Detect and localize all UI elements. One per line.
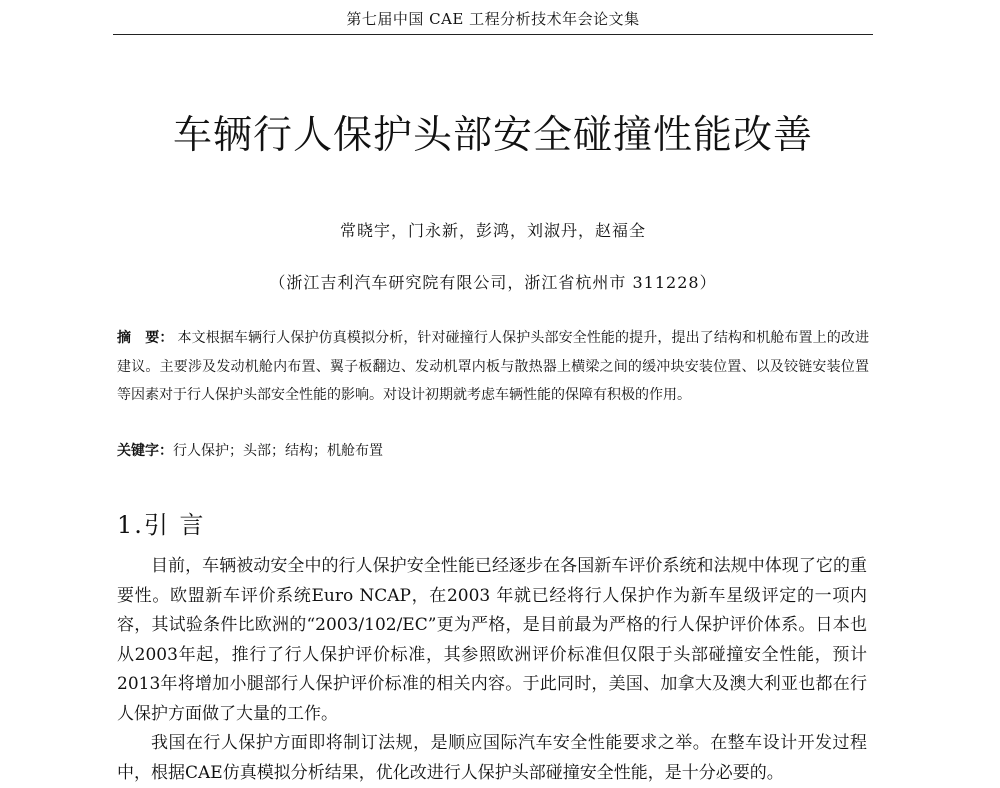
affiliation: （浙江吉利汽车研究院有限公司，浙江省杭州市 311228） (269, 273, 717, 292)
abstract (117, 324, 869, 410)
keywords-text: 行人保护；头部；结构；机舱布置 (173, 443, 383, 459)
abstract-text: 本文根据车辆行人保护仿真模拟分析，针对碰撞行人保护头部安全性能的提升，提出了结构和机舱布置上的改进建议。主要涉及发动机舱内布置、翼子板翻边、发动机罩内板与散热器上横梁之间的缓冲块安装位置、以及铰链安装位置等因素对于行人保护头部安全性能的影响。对设计初期就考虑车辆性能的保障有积极的作用。 (117, 330, 870, 403)
body-paragraph: 我国在行人保护方面即将制订法规，是顺应国际汽车安全性能要求之举。在整车设计开发过程中，根据CAE仿真模拟分析结果，优化改进行人保护头部碰撞安全性能，是十分必要的。 (117, 733, 867, 783)
paper-title: 车辆行人保护头部安全碰撞性能改善 (172, 113, 813, 158)
body-paragraph: 目前，车辆被动安全中的行人保护安全性能已经逐步在各国新车评价系统和法规中体现了它的重要性。欧盟新车评价系统Euro NCAP，在2003 年就已经将行人保护作为新车星级评定的一项内容，其试验条件比欧洲的“2003/102/EC”更为严格，是目前最为严格的行人保护评价体系。日本也从2003年起，推行了行人保护评价标准，其参照欧洲评价标准但仅限于头部碰撞安全性能，预计2013年将增加小腿部行人保护评价标准的相关内容。于此同时，美国、加拿大及澳大利亚也都在行人保护方面做了大量的工作。 (117, 556, 867, 724)
section-heading-introduction: 1.引 言 (117, 511, 206, 539)
author-list: 常晓宇，门永新，彭鸿，刘淑丹，赵福全 (339, 221, 646, 240)
abstract-label: 摘 要： (117, 330, 174, 346)
section-body (117, 552, 867, 788)
header-rule (113, 34, 873, 35)
keywords-label: 关键字： (117, 443, 173, 459)
keywords (117, 440, 869, 460)
running-header: 第七届中国 CAE 工程分析技术年会论文集 (346, 10, 640, 28)
